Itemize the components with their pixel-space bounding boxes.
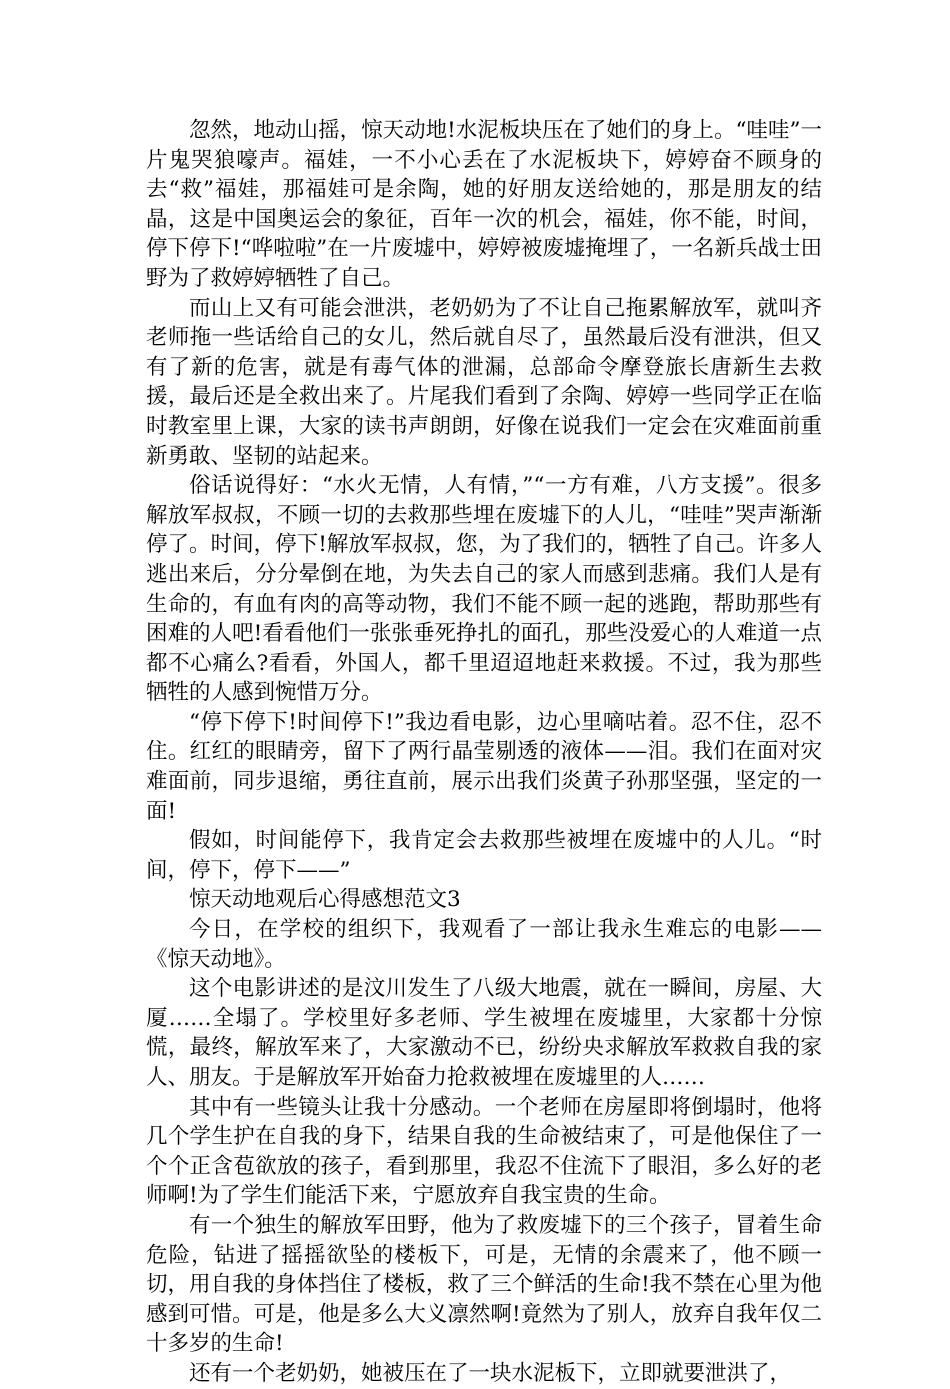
- paragraph-old-grandma: 还有一个老奶奶，她被压在了一块水泥板下，立即就要泄洪了，: [189, 1360, 792, 1386]
- article-body: [146, 116, 822, 1389]
- paragraph-film-story: 这个电影讲述的是汶川发生了八级大地震，就在一瞬间，房屋、大厦……全塌了。学校里好多老师、学生被埋在废墟里，大家都十分惊慌，最终，解放军来了，大家激动不已，纷纷央求解放军救救自我的家人、朋友。于是解放军开始奋力抢救被埋在废墟里的人……: [146, 976, 822, 1090]
- paragraph-teacher-scene: 其中有一些镜头让我十分感动。一个老师在房屋即将倒塌时，他将几个学生护在自我的身下，结果自我的生命被结束了，可是他保住了一个个正含苞欲放的孩子，看到那里，我忍不住流下了眼泪，多么好的老师啊!为了学生们能活下来，宁愿放弃自我宝贵的生命。: [146, 1094, 822, 1209]
- section-heading: 惊天动地观后心得感想范文3: [189, 887, 461, 913]
- paragraph-earthquake-strikes: 忽然，地动山摇，惊天动地!水泥板块压在了她们的身上。“哇哇”一片鬼哭狼嚎声。福娃，一不小心丢在了水泥板块下，婷婷奋不顾身的去“救”福娃，那福娃可是余陶，她的好朋友送给她的，那是朋友的结晶，这是中国奥运会的象征，百年一次的机会，福娃，你不能，时间，停下停下!“哗啦啦”在一片废墟中，婷婷被废墟掩埋了，一名新兵战士田野为了救婷婷牺牲了自己。: [146, 118, 822, 291]
- paragraph-flood-threat: 而山上又有可能会泄洪，老奶奶为了不让自己拖累解放军，就叫齐老师拖一些话给自己的女儿，然后就自尽了，虽然最后没有泄洪，但又有了新的危害，就是有毒气体的泄漏，总部命令摩登旅长唐新生去救援，最后还是全救出来了。片尾我们看到了余陶、婷婷一些同学正在临时教室里上课，大家的读书声朗朗，好像在说我们一定会在灾难面前重新勇敢、坚韧的站起来。: [146, 295, 822, 469]
- paragraph-saying: 俗话说得好：“水火无情，人有情，”“一方有难，八方支援”。很多解放军叔叔，不顾一切的去救那些埋在废墟下的人儿，“哇哇”哭声渐渐停了。时间，停下!解放军叔叔，您，为了我们的，牺牲了自己。许多人逃出来后，分分晕倒在地，为失去自己的家人而感到悲痛。我们人是有生命的，有血有肉的高等动物，我们不能不顾一起的逃跑，帮助那些有困难的人吧!看看他们一张张垂死挣扎的面孔，那些没爱心的人难道一点都不心痛么?看看，外国人，都千里迢迢地赶来救援。不过，我为那些牺牲的人感到惋惜万分。: [146, 473, 822, 706]
- paragraph-soldier-tianye: 有一个独生的解放军田野，他为了救废墟下的三个孩子，冒着生命危险，钻进了摇摇欲坠的楼板下，可是，无情的余震来了，他不顾一切，用自我的身体挡住了楼板，救了三个鲜活的生命!我不禁在心里为他感到可惜。可是，他是多么大义凛然啊!竟然为了别人，放弃自我年仅二十多岁的生命!: [146, 1212, 822, 1357]
- paragraph-if-time-stops: 假如，时间能停下，我肯定会去救那些被埋在废墟中的人儿。“时间，停下，停下——”: [146, 828, 822, 883]
- paragraph-today: 今日，在学校的组织下，我观看了一部让我永生难忘的电影——《惊天动地》。: [146, 917, 822, 972]
- paragraph-stop-time: “停下停下!时间停下!”我边看电影，边心里嘀咕着。忍不住，忍不住。红红的眼睛旁，留下了两行晶莹剔透的液体——泪。我们在面对灾难面前，同步退缩，勇往直前，展示出我们炎黄子孙那坚强，坚定的一面!: [146, 709, 822, 824]
